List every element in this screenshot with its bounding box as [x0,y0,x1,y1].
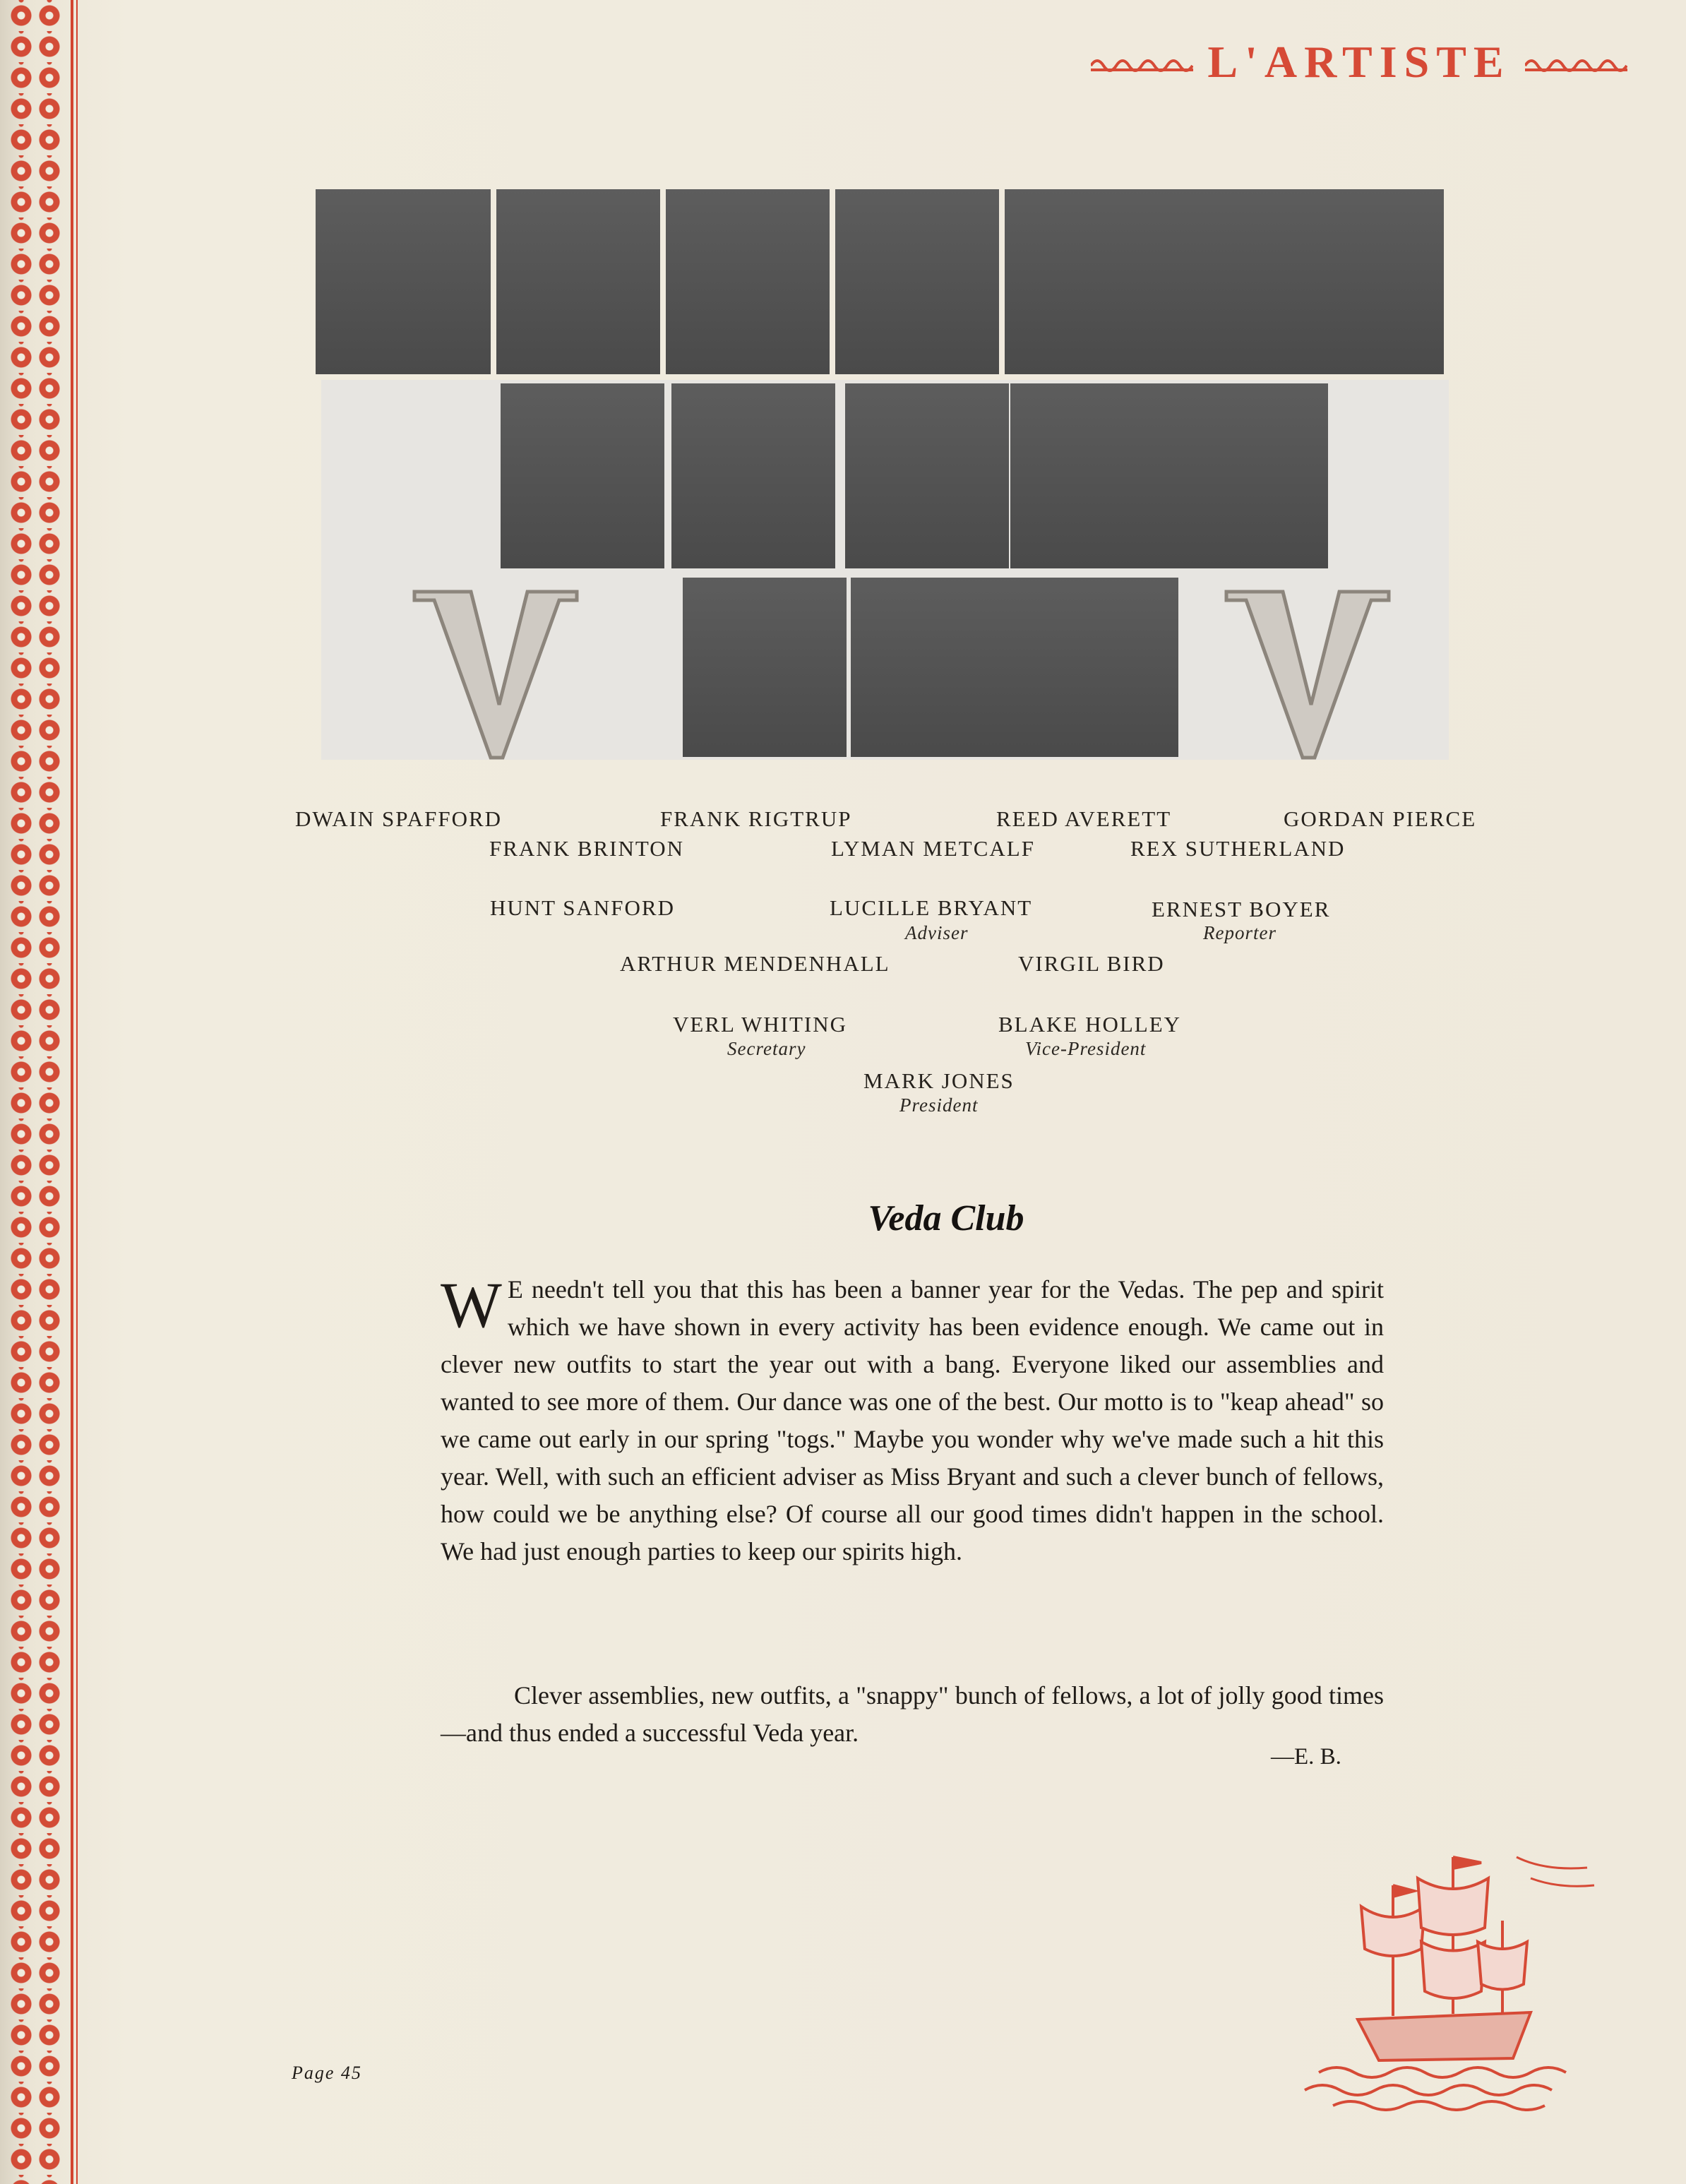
member-photo [1303,189,1444,374]
member-photo [845,383,1009,568]
member-name: MARK JONES [863,1068,1015,1093]
publication-title: L'ARTISTE [1207,37,1511,87]
member-photo [496,189,660,374]
member-name: GORDAN PIERCE [1284,806,1477,831]
drop-cap: W [441,1269,502,1341]
member-name: BLAKE HOLLEY [998,1012,1182,1037]
member-photo [1158,189,1322,374]
wave-ornament-right [1525,52,1627,73]
member-name: VERL WHITING [673,1012,847,1037]
member-name: DWAIN SPAFFORD [295,806,503,831]
member-photo [316,189,491,374]
page-number: Page 45 [292,2063,362,2083]
author-signature: —E. B. [1271,1744,1341,1770]
wave-ornament-left [1091,52,1193,73]
member-role: Vice-President [1025,1038,1147,1059]
member-name: VIRGIL BIRD [1018,951,1165,976]
member-role: Reporter [1203,922,1277,943]
member-name: LUCILLE BRYANT [830,895,1033,920]
paragraph-1-text: E needn't tell you that this has been a banner year for the Vedas. The pep and spirit which we have shown in every activity has been evidence enough. We came out in clever new outfits to start the year out with a bang. Everyone liked our assemblies and wanted to see more of them. Our dance was one of the best. Our motto is to "keap ahead" so we came out early in our spring "togs." Maybe you wonder why we've made such a hit this year. Well, with such an efficient adviser as Miss Bryant and such a clever bunch of fellows, how could we be anything else? Of course all our good times didn't happen in the school. We had just enough parties to keep our spirits high. [441,1275,1384,1565]
member-name: LYMAN METCALF [831,836,1035,861]
member-photo [1010,383,1174,568]
member-name: HUNT SANFORD [490,895,675,920]
member-photo-collage [316,189,1449,760]
member-photo [666,189,830,374]
member-name: ERNEST BOYER [1152,897,1331,921]
member-name: REED AVERETT [996,806,1172,831]
article-title: Veda Club [868,1198,1024,1239]
member-role: Adviser [905,922,969,943]
member-role: President [899,1094,979,1116]
sailing-ship-illustration [1277,1836,1598,2111]
member-name: REX SUTHERLAND [1130,836,1346,861]
member-photo [683,578,847,757]
member-photo [1005,189,1168,374]
page-header [1080,34,1638,90]
member-photo [835,189,999,374]
member-name: ARTHUR MENDENHALL [620,951,890,976]
club-letter-v-left [407,585,584,768]
member-name: FRANK BRINTON [489,836,685,861]
member-photo [1015,578,1178,757]
member-photo [1164,383,1328,568]
member-photo [851,578,1015,757]
member-name: FRANK RIGTRUP [660,806,852,831]
article-paragraph-2: Clever assemblies, new outfits, a "snappy" bunch of fellows, a lot of jolly good times—and thus ended a successful Veda year. [441,1681,1384,1747]
member-photo [671,383,835,568]
decorative-border [7,0,113,2184]
article-paragraph-1 [441,1271,1384,1570]
member-photo [501,383,664,568]
club-letter-v-right [1219,585,1396,768]
member-role: Secretary [727,1038,806,1059]
